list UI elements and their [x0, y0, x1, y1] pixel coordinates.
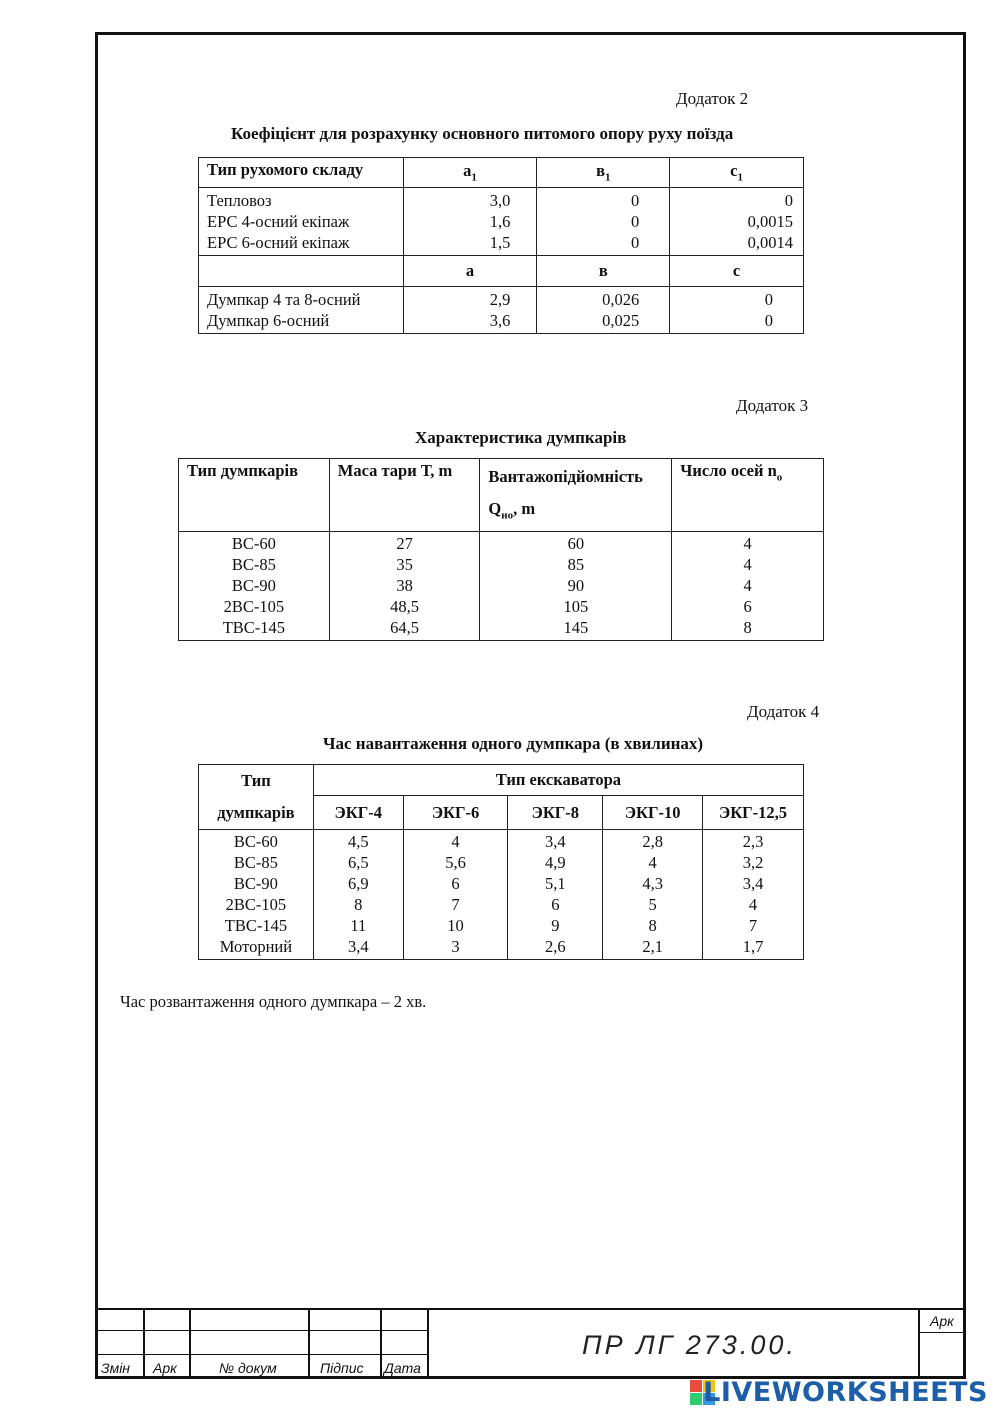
appendix4-title: Час навантаження одного думпкара (в хвилинах)	[323, 734, 704, 753]
table-header-row-2	[199, 256, 804, 287]
header-b1-letter: в	[596, 161, 605, 181]
dumpcar-type: ВС-85	[231, 555, 276, 575]
dumpcar-type: ТВС-145	[222, 618, 286, 638]
empty-header-cell	[199, 256, 404, 287]
tare-mass: 35	[396, 555, 413, 575]
stamp-row-line	[918, 1332, 966, 1333]
document-code: ПР ЛГ 273.00.	[582, 1330, 797, 1360]
header-dumpcar-type	[199, 765, 314, 830]
table-header-row	[199, 765, 804, 796]
header-ekg-10: ЭКГ-10	[603, 796, 703, 830]
header-c1-sub: 1	[737, 171, 743, 184]
stamp-label-change: Змін	[101, 1360, 131, 1376]
table-header-row	[179, 459, 824, 532]
value-c: 0,0014	[747, 233, 793, 252]
loading-time: 3,4	[347, 937, 369, 956]
header-ekg-12-5: ЭКГ-12,5	[703, 796, 804, 830]
capacity: 60	[567, 534, 585, 554]
dumpcar-type: Моторний	[219, 937, 293, 956]
a-values-cell	[403, 188, 537, 256]
capacity: 105	[563, 597, 589, 617]
axles-sub: о	[776, 471, 783, 484]
loading-time: 4,5	[347, 832, 369, 851]
unloading-note: Час розвантаження одного думпкара – 2 хв.	[120, 992, 427, 1011]
c-values-cell	[670, 287, 804, 334]
loading-time: 4	[748, 895, 758, 914]
value-b: 0,025	[602, 311, 640, 330]
loading-time: 5,6	[445, 853, 466, 872]
header-a1	[403, 158, 537, 188]
table-header-row	[199, 158, 804, 188]
row-name: Тепловоз	[207, 191, 272, 210]
appendix4-table	[198, 764, 804, 960]
stamp-col-line	[308, 1308, 310, 1379]
row-name: ЕРС 4-осний екіпаж	[207, 212, 350, 231]
header-b1	[537, 158, 670, 188]
dumpcar-type: ВС-90	[233, 874, 278, 893]
appendix2-table	[198, 157, 804, 334]
value-b: 0,026	[602, 290, 640, 309]
b-values-cell	[537, 188, 670, 256]
appendix4-label: Додаток 4	[747, 702, 820, 721]
value-a: 1,6	[489, 212, 511, 231]
value-b: 0	[630, 191, 640, 210]
stamp-col-line	[380, 1308, 382, 1379]
header-excavator-group: Тип екскаватора	[313, 765, 803, 796]
axles-label: Число осей n	[680, 461, 777, 480]
row-name: Думпкар 4 та 8-осний	[207, 290, 361, 309]
names-cell	[199, 287, 404, 334]
loading-time: 11	[350, 916, 367, 935]
c-values-cell	[670, 188, 804, 256]
value-b: 0	[630, 233, 640, 252]
q-sub: но	[501, 509, 514, 522]
loading-time: 6	[451, 874, 460, 893]
stamp-label-sheet: Арк	[153, 1360, 177, 1376]
ekg-4-cell	[313, 830, 403, 960]
dumpcar-type: ТВС-145	[224, 916, 288, 935]
table-row	[199, 830, 804, 960]
stamp-col-line	[189, 1308, 191, 1379]
ekg-10-cell	[603, 830, 703, 960]
value-a: 1,5	[489, 233, 511, 252]
header-c1	[670, 158, 804, 188]
loading-time: 8	[354, 895, 363, 914]
header-capacity-line1: Вантажопідйомність	[488, 467, 643, 486]
dumpcar-type: ВС-60	[233, 832, 278, 851]
stamp-col-line	[143, 1308, 145, 1379]
axles: 6	[743, 597, 752, 617]
ekg-12-5-cell	[703, 830, 804, 960]
value-c: 0	[784, 191, 793, 210]
header-b1-sub: 1	[604, 171, 611, 184]
tare-mass: 64,5	[390, 618, 420, 638]
header-ekg-4: ЭКГ-4	[313, 796, 403, 830]
loading-time: 3,4	[545, 832, 566, 851]
header-a: а	[403, 256, 537, 287]
header-c: с	[670, 256, 804, 287]
axles-cell	[672, 532, 824, 641]
loading-time: 4	[451, 832, 460, 851]
value-a: 3,0	[489, 191, 511, 210]
header-ekg-8: ЭКГ-8	[508, 796, 603, 830]
axles: 8	[743, 618, 752, 638]
header-rolling-stock: Тип рухомого складу	[199, 158, 404, 188]
types-cell	[179, 532, 330, 641]
header-ekg-6: ЭКГ-6	[403, 796, 508, 830]
loading-time: 2,1	[642, 937, 663, 956]
value-c: 0	[764, 290, 773, 309]
dumpcar-type: ВС-85	[233, 853, 278, 872]
appendix3-table	[178, 458, 824, 641]
loading-time: 2,3	[742, 832, 764, 851]
tare-mass: 27	[396, 534, 413, 554]
row-name: Думпкар 6-осний	[207, 311, 330, 330]
value-a: 2,9	[489, 290, 511, 309]
value-b: 0	[630, 212, 640, 231]
stamp-col-line	[918, 1308, 920, 1379]
loading-time: 3	[451, 937, 460, 956]
names-cell	[199, 188, 404, 256]
stamp-top-line	[95, 1308, 966, 1310]
loading-time: 3,2	[742, 853, 764, 872]
q-unit: , m	[513, 499, 536, 518]
mass-cell	[329, 532, 480, 641]
appendix3-title: Характеристика думпкарів	[415, 428, 627, 447]
table-row	[199, 287, 804, 334]
loading-time: 5,1	[545, 874, 566, 893]
capacity: 90	[567, 576, 585, 596]
tare-mass: 38	[396, 576, 413, 596]
ekg-8-cell	[508, 830, 603, 960]
loading-time: 10	[447, 916, 464, 935]
loading-time: 2,6	[545, 937, 566, 956]
stamp-label-page: Арк	[930, 1313, 954, 1329]
a-values-cell	[403, 287, 537, 334]
value-c: 0,0015	[747, 212, 793, 231]
types-cell	[199, 830, 314, 960]
b-values-cell	[537, 287, 670, 334]
table-row	[179, 532, 824, 641]
q-symbol: Q	[488, 499, 502, 518]
appendix2-label: Додаток 2	[676, 89, 749, 108]
capacity: 85	[567, 555, 585, 575]
ekg-6-cell	[403, 830, 508, 960]
loading-time: 3,4	[742, 874, 764, 893]
loading-time: 7	[748, 916, 758, 935]
header-c1-letter: с	[730, 161, 738, 181]
header-a1-letter: a	[463, 161, 472, 181]
loading-time: 6,5	[347, 853, 369, 872]
axles: 4	[743, 534, 752, 554]
header-b: в	[537, 256, 670, 287]
capacity: 145	[563, 618, 589, 638]
loading-time: 4	[648, 853, 657, 872]
loading-time: 2,8	[642, 832, 663, 851]
appendix3-label: Додаток 3	[736, 396, 809, 415]
stamp-label-date: Дата	[384, 1360, 421, 1376]
header-dumpcar-type: Тип думпкарів	[179, 459, 330, 532]
loading-time: 7	[451, 895, 460, 914]
loading-time: 1,7	[742, 937, 764, 956]
dumpcar-type: ВС-90	[231, 576, 276, 596]
header-axles	[672, 459, 824, 532]
loading-time: 8	[648, 916, 657, 935]
header-tare-mass: Маса тари Т, m	[329, 459, 480, 532]
appendix2-title: Коефіцієнт для розрахунку основного питомого опору руху поїзда	[231, 124, 734, 143]
dumpcar-type: ВС-60	[231, 534, 276, 554]
stamp-label-doc-no: № докум	[219, 1360, 277, 1376]
axles: 4	[743, 576, 752, 596]
header-type-line1: Тип	[241, 771, 271, 790]
axles: 4	[743, 555, 752, 575]
loading-time: 4,3	[642, 874, 663, 893]
table-row	[199, 188, 804, 256]
dumpcar-type: 2ВС-105	[223, 597, 285, 617]
loading-time: 9	[551, 916, 560, 935]
header-a1-sub: 1	[471, 171, 477, 184]
capacity-cell	[480, 532, 672, 641]
dumpcar-type: 2ВС-105	[225, 895, 287, 914]
stamp-label-signature: Підпис	[320, 1360, 364, 1376]
title-block	[95, 1308, 966, 1379]
loading-time: 4,9	[545, 853, 566, 872]
row-name: ЕРС 6-осний екіпаж	[207, 233, 350, 252]
loading-time: 6,9	[347, 874, 369, 893]
loading-time: 6	[551, 895, 560, 914]
watermark: LIVEWORKSHEETS	[703, 1377, 988, 1408]
value-c: 0	[764, 311, 773, 330]
header-type-line2: думпкарів	[217, 803, 295, 822]
stamp-col-line	[427, 1308, 429, 1379]
value-a: 3,6	[489, 311, 511, 330]
header-capacity-line2	[488, 493, 671, 531]
tare-mass: 48,5	[390, 597, 420, 617]
header-capacity	[480, 459, 672, 532]
loading-time: 5	[648, 895, 657, 914]
